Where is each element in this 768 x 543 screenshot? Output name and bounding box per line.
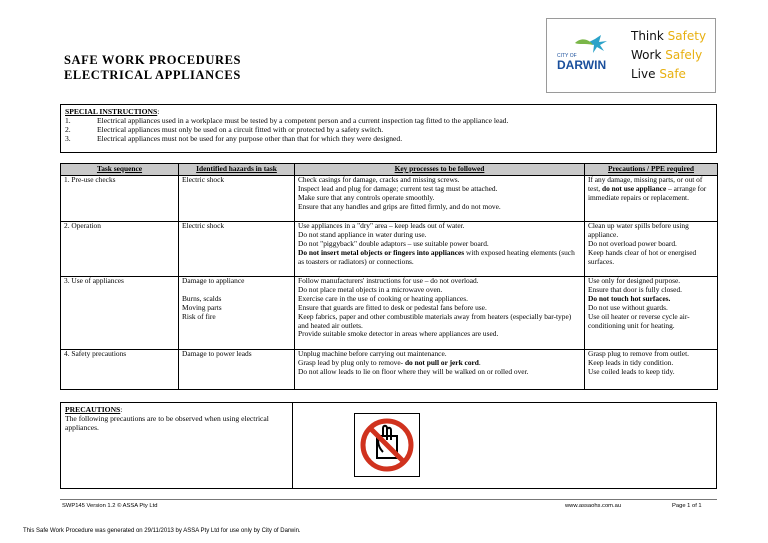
precautions-cell: If any damage, missing parts, or out of test, do not use appliance – arrange for immediate repairs or replacement.: [585, 176, 718, 222]
table-header-row: [61, 164, 718, 176]
footer-version: SWP145 Version 1.2 © ASSA Pty Ltd: [62, 503, 158, 509]
slogan-line-3: Live Safe: [631, 67, 686, 81]
precautions-heading: PRECAUTIONS: [65, 405, 121, 414]
footer-page: Page 1 of 1: [672, 503, 702, 509]
instruction-item: 1. Electrical appliances used in a workplace must be tested by a competent person and a current inspection tag fitted to the appliance lead.: [65, 116, 509, 125]
precautions-body: The following precautions are to be observed when using electrical appliances.: [65, 414, 269, 432]
precautions-cell: Grasp plug to remove from outlet. Keep leads in tidy condition. Use coiled leads to keep tidy.: [585, 350, 718, 390]
processes-cell: Use appliances in a "dry" area – keep leads out of water. Do not stand appliance in water during use. Do not "piggyback" double adaptors – use suitable power board. Do not insert metal objects or fingers into appliances with exposed heating elements (such as toasters or radiators) or connections.: [295, 222, 585, 277]
instruction-item: 2. Electrical appliances must only be used on a circuit fitted with or protected by a safety switch.: [65, 125, 384, 134]
header-precautions: Precautions / PPE required: [585, 164, 718, 176]
logo-panel: [546, 18, 716, 93]
hazards-cell: Damage to power leads: [179, 350, 295, 390]
special-instructions-heading: SPECIAL INSTRUCTIONS:: [65, 107, 160, 116]
header-hazards: Identified hazards in task: [179, 164, 295, 176]
generated-note: This Safe Work Procedure was generated on 29/11/2013 by ASSA Pty Ltd for use only by City of Darwin.: [23, 528, 301, 534]
no-touching-sign-icon: [355, 414, 419, 476]
slogan-line-1: Think Safety: [631, 29, 707, 43]
logo-darwin: DARWIN: [557, 58, 607, 72]
table-row: [61, 222, 718, 277]
hazards-cell: Damage to appliance Burns, scalds Moving parts Risk of fire: [179, 277, 295, 350]
hazards-cell: Electric shock: [179, 176, 295, 222]
task-cell: 2. Operation: [61, 222, 179, 277]
task-cell: 3. Use of appliances: [61, 277, 179, 350]
processes-cell: Check casings for damage, cracks and missing screws. Inspect lead and plug for damage; current test tag must be attached. Make sure that any controls operate smoothly. Ensure that any handles and grips are fitted firmly, and do not move.: [295, 176, 585, 222]
table-row: [61, 277, 718, 350]
precautions-panel: [60, 402, 717, 489]
footer-url: www.assaohs.com.au: [565, 503, 622, 509]
doc-title-line2: ELECTRICAL APPLIANCES: [64, 68, 241, 82]
precautions-divider: [292, 403, 293, 489]
city-of-darwin-logo: [555, 33, 611, 77]
header-key-processes: Key processes to be followed: [295, 164, 585, 176]
precautions-cell: Clean up water spills before using appliance. Do not overload power board. Keep hands clear of hot or energised surfaces.: [585, 222, 718, 277]
sign-frame: [354, 413, 420, 477]
instruction-item: 3. Electrical appliances must not be used for any purpose other than that for which they were designed.: [65, 134, 403, 143]
table-row: [61, 176, 718, 222]
procedure-table: [60, 163, 718, 390]
processes-cell: Follow manufacturers' instructions for use – do not overload. Do not place metal objects in a microwave oven. Exercise care in the use of cooking or heating appliances. Ensure that guards are fitted to desk or pedestal fans before use. Keep fabrics, paper and other combustible materials away from heaters (especially bar-type) and heated air outlets. Provide suitable smoke detector in areas where appliances are used.: [295, 277, 585, 350]
hazards-cell: Electric shock: [179, 222, 295, 277]
footer-rule: [60, 499, 717, 500]
precautions-cell: Use only for designed purpose. Ensure that door is fully closed. Do not touch hot surfaces. Do not use without guards. Use oil heater or reverse cycle air-conditioning unit for heating.: [585, 277, 718, 350]
doc-title-line1: SAFE WORK PROCEDURES: [64, 53, 242, 67]
special-instructions-panel: [60, 104, 717, 153]
header-task-sequence: Task sequence: [61, 164, 179, 176]
table-row: [61, 350, 718, 390]
logo-city-of: CITY OF: [557, 53, 577, 59]
task-cell: 4. Safety precautions: [61, 350, 179, 390]
precautions-text: PRECAUTIONS: The following precautions are to be observed when using electrical appliances.: [65, 405, 285, 432]
processes-cell: Unplug machine before carrying out maintenance. Grasp lead by plug only to remove- do not pull or jerk cord. Do not allow leads to lie on floor where they will be walked on or rolled over.: [295, 350, 585, 390]
slogan-line-2: Work Safely: [631, 48, 703, 62]
task-cell: 1. Pre-use checks: [61, 176, 179, 222]
